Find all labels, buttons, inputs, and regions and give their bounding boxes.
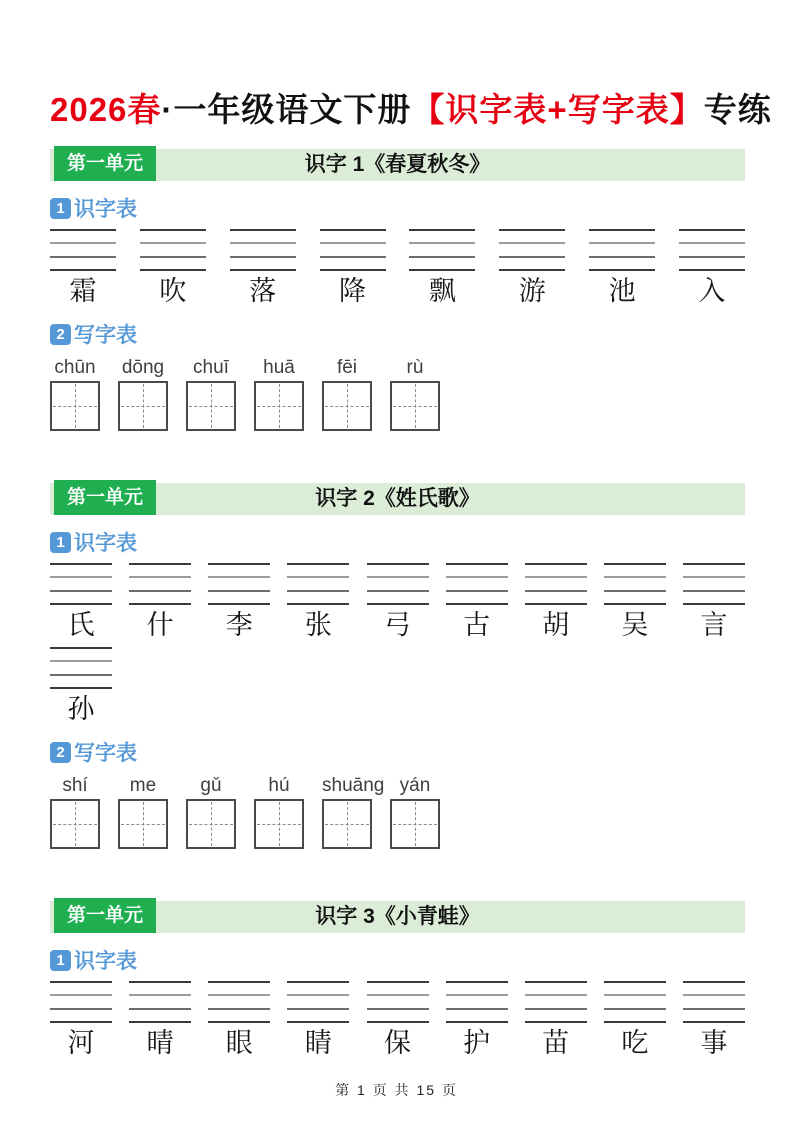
- grid-line: [50, 647, 112, 649]
- grid-line: [367, 994, 429, 996]
- pinyin-label: dōng: [121, 357, 165, 378]
- pinyin-label: rù: [406, 357, 424, 378]
- recognition-cell: [604, 981, 666, 1059]
- recognition-table-label-text: 识字表: [74, 950, 137, 973]
- writing-cell: [186, 775, 236, 849]
- recognition-table-label-text: 识字表: [74, 198, 137, 221]
- grid-line: [287, 576, 349, 578]
- grid-line: [129, 590, 191, 592]
- grid-line: [683, 576, 745, 578]
- recognition-cell: [525, 563, 587, 641]
- recognition-cell: [50, 229, 116, 307]
- pinyin-four-line-grid: [208, 981, 270, 1023]
- character-text: 池: [608, 276, 636, 306]
- pinyin-four-line-grid: [287, 563, 349, 605]
- pinyin-label: chuī: [193, 357, 229, 378]
- grid-line: [50, 981, 112, 983]
- grid-line: [525, 1008, 587, 1010]
- writing-cell: [186, 357, 236, 431]
- grid-line: [525, 981, 587, 983]
- pinyin-four-line-grid: [525, 981, 587, 1023]
- character-text: 落: [249, 276, 277, 306]
- recognition-row: [50, 981, 745, 1059]
- grid-line: [208, 1008, 270, 1010]
- pinyin-four-line-grid: [604, 563, 666, 605]
- title-segment-red: 【识字表+写字表】: [411, 91, 704, 128]
- recognition-rows: [50, 229, 745, 307]
- character-text: 胡: [542, 610, 570, 640]
- grid-line: [367, 981, 429, 983]
- number-2-badge-icon: 2: [50, 742, 71, 763]
- grid-line: [129, 994, 191, 996]
- recognition-cell: [409, 229, 475, 307]
- pinyin-label: me: [129, 775, 157, 796]
- writing-table-label: [50, 321, 745, 347]
- writing-cell: [50, 357, 100, 431]
- recognition-cell: [446, 563, 508, 641]
- pinyin-label: huā: [263, 357, 295, 378]
- writing-cell: [254, 775, 304, 849]
- character-text: 张: [304, 610, 332, 640]
- grid-line: [525, 994, 587, 996]
- pinyin-label: fēi: [336, 357, 358, 378]
- tianzige-grid: [322, 381, 372, 431]
- lesson-title: 识字 1《春夏秋冬》: [304, 153, 491, 176]
- grid-line: [287, 994, 349, 996]
- sections-container: [50, 149, 745, 1059]
- page-title: [50, 0, 772, 131]
- recognition-row: [50, 563, 745, 641]
- grid-line: [208, 576, 270, 578]
- writing-cell: [118, 357, 168, 431]
- grid-line: [50, 1008, 112, 1010]
- writing-row: [50, 357, 745, 431]
- lesson-title: 识字 3《小青蛙》: [315, 905, 480, 928]
- recognition-cell: [604, 563, 666, 641]
- grid-line: [367, 563, 429, 565]
- recognition-cell: [589, 229, 655, 307]
- grid-line: [604, 590, 666, 592]
- grid-line: [287, 981, 349, 983]
- grid-line: [50, 660, 112, 662]
- tianzige-grid: [390, 799, 440, 849]
- grid-line: [50, 256, 116, 258]
- writing-table-block: [50, 739, 745, 849]
- pinyin-four-line-grid: [50, 229, 116, 271]
- pinyin-label: hú: [268, 775, 290, 796]
- recognition-cell: [367, 563, 429, 641]
- recognition-cell: [140, 229, 206, 307]
- pinyin-label: chūn: [54, 357, 96, 378]
- writing-row: [50, 775, 745, 849]
- recognition-rows: [50, 981, 745, 1059]
- grid-line: [683, 981, 745, 983]
- grid-line: [604, 563, 666, 565]
- recognition-rows: [50, 563, 745, 725]
- character-text: 护: [463, 1028, 491, 1058]
- grid-line: [230, 229, 296, 231]
- grid-line: [129, 563, 191, 565]
- grid-line: [140, 229, 206, 231]
- recognition-row: [50, 229, 745, 307]
- recognition-cell: [50, 563, 112, 641]
- grid-line: [679, 242, 745, 244]
- character-text: 吹: [159, 276, 187, 306]
- writing-cell: [118, 775, 168, 849]
- grid-line: [683, 994, 745, 996]
- pinyin-four-line-grid: [589, 229, 655, 271]
- writing-cell: [322, 357, 372, 431]
- grid-line: [230, 242, 296, 244]
- pinyin-four-line-grid: [50, 563, 112, 605]
- grid-line: [604, 576, 666, 578]
- character-text: 霜: [69, 276, 97, 306]
- recognition-cell: [446, 981, 508, 1059]
- section-header-bar: [50, 483, 745, 515]
- grid-line: [50, 576, 112, 578]
- section-header-bar: [50, 901, 745, 933]
- pinyin-four-line-grid: [230, 229, 296, 271]
- pinyin-label: gǔ: [200, 775, 222, 796]
- number-1-badge-icon: 1: [50, 532, 71, 553]
- recognition-cell: [129, 981, 191, 1059]
- pinyin-label: yán: [399, 775, 431, 796]
- recognition-cell: [208, 563, 270, 641]
- character-text: 李: [225, 610, 253, 640]
- grid-line: [446, 981, 508, 983]
- grid-line: [320, 242, 386, 244]
- recognition-cell: [320, 229, 386, 307]
- recognition-cell: [525, 981, 587, 1059]
- pinyin-four-line-grid: [499, 229, 565, 271]
- character-text: 吴: [621, 610, 649, 640]
- character-text: 入: [698, 276, 726, 306]
- grid-line: [409, 256, 475, 258]
- tianzige-grid: [254, 381, 304, 431]
- tianzige-grid: [118, 799, 168, 849]
- grid-line: [129, 1008, 191, 1010]
- pinyin-four-line-grid: [287, 981, 349, 1023]
- pinyin-four-line-grid: [409, 229, 475, 271]
- grid-line: [320, 256, 386, 258]
- grid-line: [604, 1008, 666, 1010]
- grid-line: [499, 229, 565, 231]
- unit-section: [50, 483, 745, 849]
- grid-line: [50, 674, 112, 676]
- recognition-table-label: [50, 947, 745, 973]
- writing-cell: [390, 357, 440, 431]
- grid-line: [208, 563, 270, 565]
- grid-line: [50, 994, 112, 996]
- grid-line: [604, 994, 666, 996]
- tianzige-grid: [50, 799, 100, 849]
- grid-line: [446, 1008, 508, 1010]
- pinyin-four-line-grid: [683, 563, 745, 605]
- writing-cell: [322, 775, 385, 849]
- grid-line: [679, 229, 745, 231]
- grid-line: [208, 981, 270, 983]
- grid-line: [589, 229, 655, 231]
- character-text: 古: [463, 610, 491, 640]
- character-text: 什: [146, 610, 174, 640]
- character-text: 飘: [428, 276, 456, 306]
- writing-cell: [390, 775, 440, 849]
- tianzige-grid: [390, 381, 440, 431]
- character-text: 孙: [67, 694, 95, 724]
- recognition-cell: [367, 981, 429, 1059]
- tianzige-grid: [118, 381, 168, 431]
- number-2-badge-icon: 2: [50, 324, 71, 345]
- pinyin-four-line-grid: [50, 981, 112, 1023]
- pinyin-four-line-grid: [683, 981, 745, 1023]
- grid-line: [409, 229, 475, 231]
- grid-line: [409, 242, 475, 244]
- grid-line: [50, 590, 112, 592]
- recognition-cell: [50, 981, 112, 1059]
- pinyin-four-line-grid: [140, 229, 206, 271]
- writing-table-label: [50, 739, 745, 765]
- grid-line: [208, 590, 270, 592]
- grid-line: [287, 1008, 349, 1010]
- pinyin-four-line-grid: [208, 563, 270, 605]
- grid-line: [50, 242, 116, 244]
- pinyin-label: shuāng: [322, 775, 385, 796]
- writing-cell: [254, 357, 304, 431]
- recognition-cell: [683, 563, 745, 641]
- unit-badge: 第一单元: [54, 898, 156, 933]
- grid-line: [525, 563, 587, 565]
- character-text: 眼: [225, 1028, 253, 1058]
- pinyin-four-line-grid: [679, 229, 745, 271]
- grid-line: [683, 563, 745, 565]
- grid-line: [589, 242, 655, 244]
- grid-line: [50, 229, 116, 231]
- grid-line: [683, 590, 745, 592]
- grid-line: [604, 981, 666, 983]
- pinyin-four-line-grid: [129, 563, 191, 605]
- grid-line: [446, 994, 508, 996]
- grid-line: [525, 590, 587, 592]
- unit-section: [50, 901, 745, 1059]
- grid-line: [683, 1008, 745, 1010]
- unit-badge: 第一单元: [54, 146, 156, 181]
- title-segment-black: ·一年级语文下册: [161, 91, 412, 128]
- grid-line: [287, 563, 349, 565]
- number-1-badge-icon: 1: [50, 950, 71, 971]
- tianzige-grid: [186, 381, 236, 431]
- title-segment-black: 专练: [703, 91, 772, 128]
- tianzige-grid: [186, 799, 236, 849]
- character-text: 游: [518, 276, 546, 306]
- section-header-bar: [50, 149, 745, 181]
- recognition-cell: [499, 229, 565, 307]
- grid-line: [140, 256, 206, 258]
- writing-table-label-text: 写字表: [74, 324, 137, 347]
- tianzige-grid: [50, 381, 100, 431]
- character-text: 降: [339, 276, 367, 306]
- pinyin-four-line-grid: [367, 981, 429, 1023]
- tianzige-grid: [322, 799, 372, 849]
- grid-line: [367, 590, 429, 592]
- pinyin-four-line-grid: [129, 981, 191, 1023]
- recognition-table-label: [50, 529, 745, 555]
- page-number: 第 1 页 共 15 页: [335, 1082, 458, 1098]
- grid-line: [589, 256, 655, 258]
- character-text: 睛: [304, 1028, 332, 1058]
- character-text: 苗: [542, 1028, 570, 1058]
- grid-line: [129, 981, 191, 983]
- recognition-cell: [50, 647, 112, 725]
- character-text: 事: [700, 1028, 728, 1058]
- recognition-cell: [683, 981, 745, 1059]
- grid-line: [367, 1008, 429, 1010]
- character-text: 晴: [146, 1028, 174, 1058]
- unit-badge: 第一单元: [54, 480, 156, 515]
- grid-line: [287, 590, 349, 592]
- grid-line: [129, 576, 191, 578]
- recognition-cell: [287, 981, 349, 1059]
- recognition-cell: [208, 981, 270, 1059]
- writing-table-label-text: 写字表: [74, 742, 137, 765]
- writing-table-block: [50, 321, 745, 431]
- recognition-cell: [230, 229, 296, 307]
- grid-line: [446, 576, 508, 578]
- title-segment-red: 2026春: [50, 91, 162, 128]
- pinyin-four-line-grid: [604, 981, 666, 1023]
- recognition-cell: [129, 563, 191, 641]
- pinyin-four-line-grid: [446, 563, 508, 605]
- grid-line: [679, 256, 745, 258]
- character-text: 弓: [384, 610, 411, 640]
- recognition-table-label: [50, 195, 745, 221]
- grid-line: [499, 242, 565, 244]
- lesson-title: 识字 2《姓氏歌》: [315, 487, 480, 510]
- character-text: 氏: [67, 610, 95, 640]
- recognition-row: [50, 647, 745, 725]
- pinyin-four-line-grid: [367, 563, 429, 605]
- grid-line: [525, 576, 587, 578]
- grid-line: [50, 563, 112, 565]
- tianzige-grid: [254, 799, 304, 849]
- grid-line: [320, 229, 386, 231]
- character-text: 保: [384, 1028, 411, 1058]
- writing-cell: [50, 775, 100, 849]
- number-1-badge-icon: 1: [50, 198, 71, 219]
- pinyin-four-line-grid: [525, 563, 587, 605]
- grid-line: [446, 563, 508, 565]
- grid-line: [446, 590, 508, 592]
- grid-line: [367, 576, 429, 578]
- character-text: 言: [700, 610, 728, 640]
- unit-section: [50, 149, 745, 431]
- pinyin-four-line-grid: [50, 647, 112, 689]
- grid-line: [230, 256, 296, 258]
- grid-line: [140, 242, 206, 244]
- recognition-table-label-text: 识字表: [74, 532, 137, 555]
- pinyin-four-line-grid: [446, 981, 508, 1023]
- recognition-cell: [679, 229, 745, 307]
- pinyin-four-line-grid: [320, 229, 386, 271]
- pinyin-label: shí: [62, 775, 88, 796]
- grid-line: [208, 994, 270, 996]
- character-text: 吃: [621, 1028, 649, 1058]
- character-text: 河: [67, 1028, 95, 1058]
- recognition-cell: [287, 563, 349, 641]
- grid-line: [499, 256, 565, 258]
